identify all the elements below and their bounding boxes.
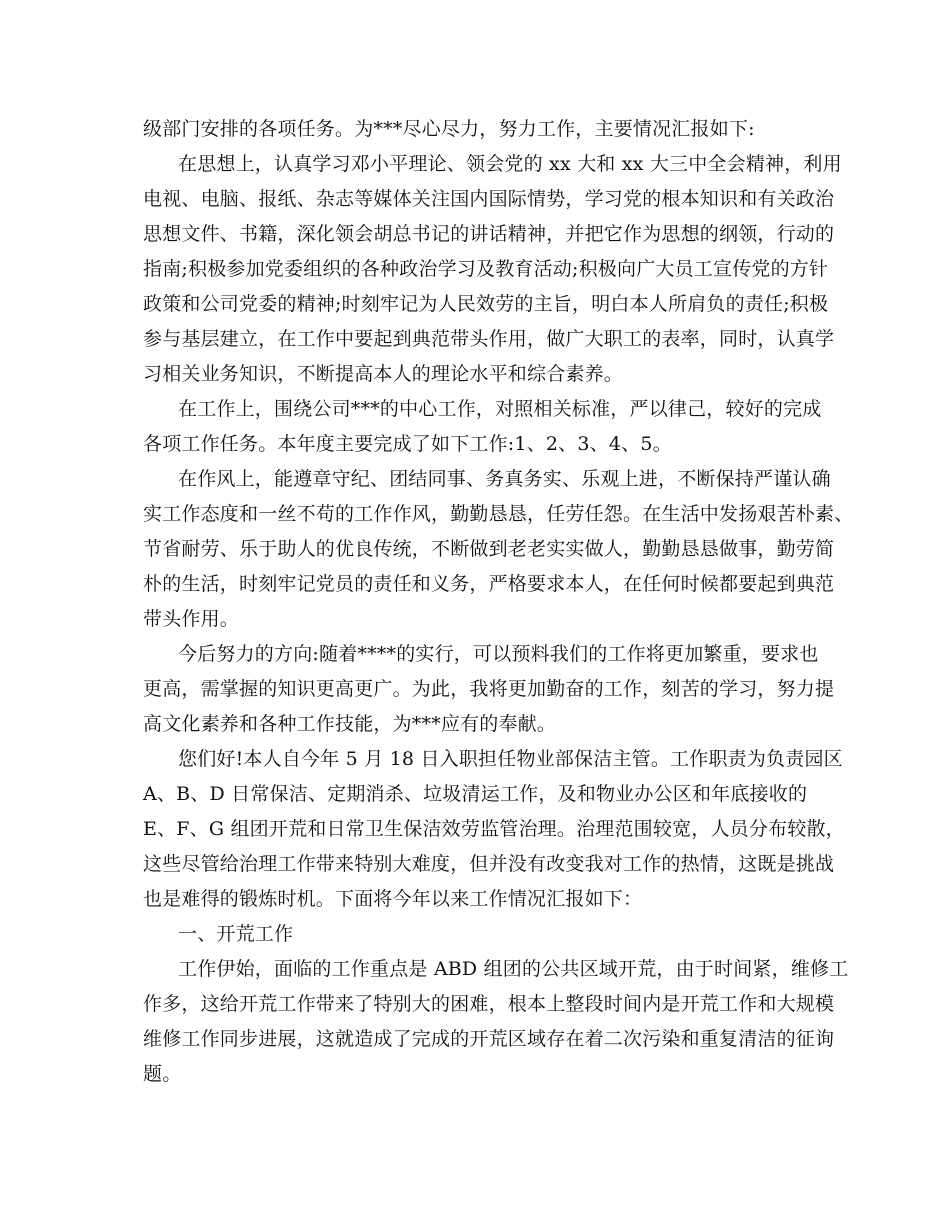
text-line: 实工作态度和一丝不苟的工作作风，勤勤恳恳，任劳任怨。在生活中发扬艰苦朴素、	[143, 503, 854, 525]
text-line: 这些尽管给治理工作带来特别大难度，但并没有改变我对工作的热情，这既是挑战	[143, 853, 835, 875]
text-line: 电视、电脑、报纸、杂志等媒体关注国内国际情势，学习党的根本知识和有关政治	[143, 188, 835, 210]
text-line: 高文化素养和各种工作技能，为***应有的奉献。	[143, 713, 557, 735]
text-line: 习相关业务知识，不断提高本人的理论水平和综合素养。	[143, 363, 624, 385]
text-line: E、F、G 组团开荒和日常卫生保洁效劳监管治理。治理范围较宽，人员分布较散，	[143, 818, 845, 840]
paragraph-start-line: 在作风上，能遵章守纪、团结同事、务真务实、乐观上进，不断保持严谨认确	[178, 468, 831, 490]
text-line: 级部门安排的各项任务。为***尽心尽力，努力工作，主要情况汇报如下:	[143, 118, 755, 140]
text-line: 带头作用。	[143, 608, 240, 630]
text-line: 朴的生活，时刻牢记党员的责任和义务，严格要求本人，在任何时候都要起到典范	[143, 573, 835, 595]
paragraph-start-line: 工作伊始，面临的工作重点是 ABD 组团的公共区域开荒，由于时间紧，维修工	[178, 958, 849, 980]
paragraph-start-line: 在工作上，围绕公司***的中心工作，对照相关标准，严以律己，较好的完成	[178, 398, 822, 420]
paragraph-start-line: 在思想上，认真学习邓小平理论、领会党的 xx 大和 xx 大三中全会精神，利用	[178, 153, 842, 175]
text-line: 政策和公司党委的精神;时刻牢记为人民效劳的主旨，明白本人所肩负的责任;积极	[143, 293, 829, 315]
text-line: 作多，这给开荒工作带来了特别大的困难，根本上整段时间内是开荒工作和大规模	[143, 993, 835, 1015]
text-line: 节省耐劳、乐于助人的优良传统，不断做到老老实实做人，勤勤恳恳做事，勤劳简	[143, 538, 835, 560]
section-heading: 一、开荒工作	[178, 923, 294, 945]
text-line: 更高，需掌握的知识更高更广。为此，我将更加勤奋的工作，刻苦的学习，努力提	[143, 678, 835, 700]
text-line: A、B、D 日常保洁、定期消杀、垃圾清运工作，及和物业办公区和年底接收的	[143, 783, 808, 805]
text-line: 题。	[143, 1063, 182, 1085]
text-line: 也是难得的锻炼时机。下面将今年以来工作情况汇报如下：	[143, 888, 643, 910]
text-line: 参与基层建立，在工作中要起到典范带头作用，做广大职工的表率，同时，认真学	[143, 328, 835, 350]
text-line: 各项工作任务。本年度主要完成了如下工作:1、2、3、4、5。	[143, 433, 672, 455]
text-line: 思想文件、书籍，深化领会胡总书记的讲话精神，并把它作为思想的纲领，行动的	[143, 223, 835, 245]
paragraph-start-line: 今后努力的方向:随着****的实行，可以预料我们的工作将更加繁重，要求也	[178, 643, 819, 665]
text-line: 维修工作同步进展，这就造成了完成的开荒区域存在着二次污染和重复清洁的征询	[143, 1028, 835, 1050]
paragraph-start-line: 您们好!本人自今年 5 月 18 日入职担任物业部保洁主管。工作职责为负责园区	[178, 748, 843, 770]
text-line: 指南;积极参加党委组织的各种政治学习及教育活动;积极向广大员工宣传党的方针	[143, 258, 829, 280]
